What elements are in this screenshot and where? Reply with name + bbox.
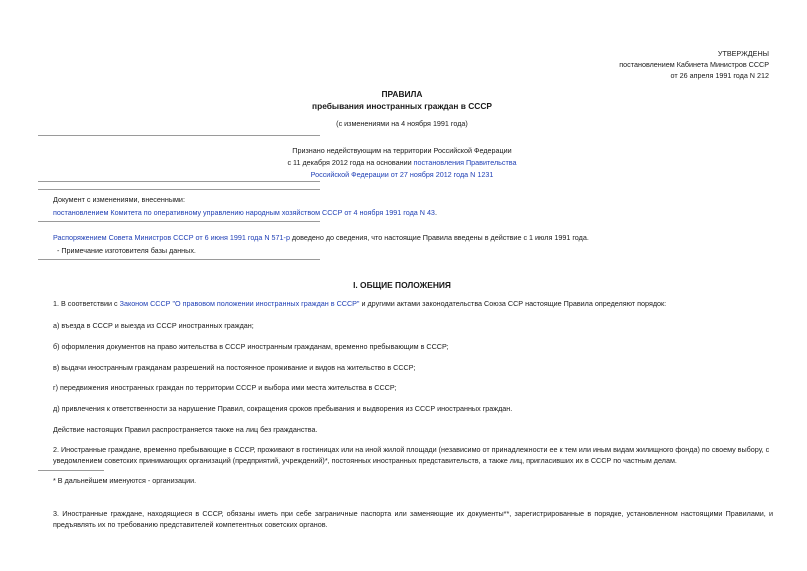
paragraph-3	[53, 508, 773, 530]
approval-authority: постановлением Кабинета Министров СССР	[619, 60, 769, 69]
order-note-text: доведено до сведения, что настоящие Правила введены в действие с 1 июля 1991 года.	[289, 233, 589, 242]
changes-heading: Документ с изменениями, внесенными:	[53, 195, 185, 204]
changes-document	[53, 193, 437, 219]
p1-prefix: 1. В соответствии с	[53, 299, 120, 308]
footnote-divider	[38, 470, 104, 471]
item-v: в) выдачи иностранным гражданам разрешений на постоянное проживание и видов на жительство в СССР;	[53, 363, 416, 372]
item-d: д) привлечения к ответственности за нарушение Правил, сокращения сроков пребывания и выдворения из СССР иностранных граждан.	[53, 404, 513, 413]
divider	[38, 189, 320, 190]
document-title	[230, 88, 574, 112]
db-note: - Примечание изготовителя базы данных.	[57, 246, 196, 255]
changes-suffix: .	[434, 208, 437, 217]
invalid-notice-line-2	[230, 157, 574, 169]
p2-line-1: 2. Иностранные граждане, временно пребывающие в СССР, проживают в гостиницах или на иной жилой площади (независимо от принадлежности ее к тем или иным видам жилищного фонда) по своему выбору, с	[53, 445, 770, 454]
order-note	[53, 231, 589, 257]
invalid-notice	[230, 145, 574, 181]
item-a: а) въезда в СССР и выезда из СССР иностранных граждан;	[53, 321, 254, 330]
committee-resolution-link[interactable]: постановлением Комитета по оперативному управлению народным хозяйством СССР от 4 ноября 1991 года N 43	[53, 208, 435, 217]
invalid-notice-text: с 11 декабря 2012 года на основании	[287, 158, 414, 167]
footnote: * В дальнейшем именуются - организации.	[53, 476, 197, 485]
item-g: г) передвижения иностранных граждан по территории СССР и выбора ими места жительства в СССР;	[53, 383, 397, 392]
title-line-1: ПРАВИЛА	[381, 89, 423, 99]
divider	[38, 259, 320, 260]
approval-heading: УТВЕРЖДЕНЫ	[717, 49, 769, 58]
council-order-link[interactable]: Распоряжением Совета Министров СССР от 6 июня 1991 года N 571-р	[53, 233, 290, 242]
p1-suffix: и другими актами законодательства Союза ССР настоящие Правила определяют порядок:	[359, 299, 667, 308]
ussr-law-link[interactable]: Законом СССР "О правовом положении иностранных граждан в СССР"	[119, 299, 360, 308]
p3-line-2: предъявлять их по требованию представителей компетентных советских органов.	[53, 520, 328, 529]
paragraph-2	[53, 444, 773, 466]
p2-line-2: уведомлением советских принимающих организаций (предприятий, учреждений)*, постоянных иностранных представительств, а также лиц, пригласивших их в СССР по частным делам.	[53, 456, 677, 465]
section-title: I. ОБЩИЕ ПОЛОЖЕНИЯ	[353, 280, 451, 290]
approval-date: от 26 апреля 1991 года N 212	[670, 71, 769, 80]
p3-line-1: 3. Иностранные граждане, находящиеся в СССР, обязаны иметь при себе заграничные паспорта или заменяющие их документы**, зарегистрированные в порядке, установленном настоящими Правилами, и	[53, 509, 773, 518]
paragraph-1	[53, 298, 773, 309]
divider	[38, 181, 320, 182]
stateless-note: Действие настоящих Правил распространяется также на лиц без гражданства.	[53, 425, 318, 434]
amendments-note: (с изменениями на 4 ноября 1991 года)	[336, 119, 468, 128]
item-b: б) оформления документов на право жительства в СССР иностранным гражданам, временно пребывающим в СССР;	[53, 342, 449, 351]
approval-block	[619, 48, 769, 81]
divider	[38, 221, 320, 222]
divider	[38, 135, 320, 136]
government-decree-link[interactable]: постановления Правительства	[413, 158, 517, 167]
government-decree-link-cont[interactable]: Российской Федерации от 27 ноября 2012 года N 1231	[310, 170, 494, 179]
title-line-2: пребывания иностранных граждан в СССР	[312, 101, 492, 111]
invalid-notice-line-1: Признано недействующим на территории Российской Федерации	[292, 146, 512, 155]
